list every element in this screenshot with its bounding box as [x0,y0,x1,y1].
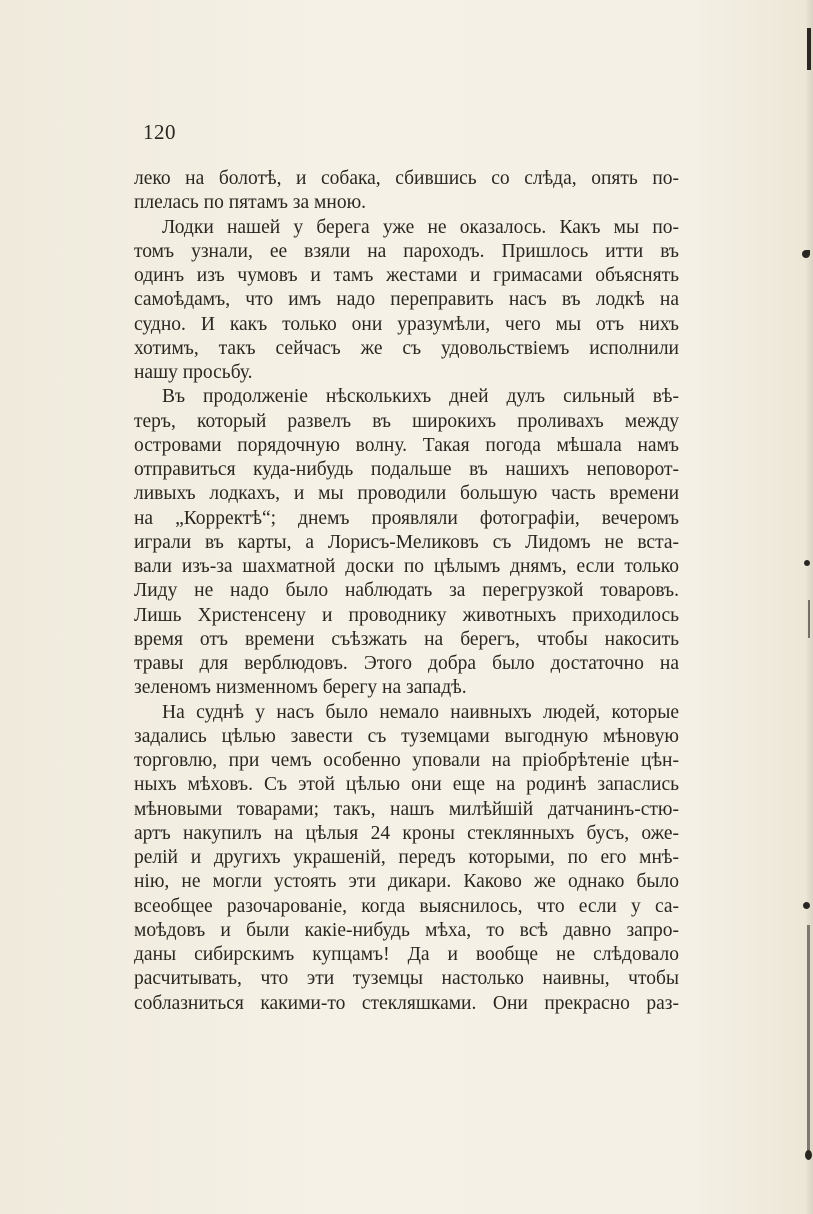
text-line: мѣновыми товарами; такъ, нашъ милѣйшій датчанинъ-стю- [134,798,679,820]
scan-mark [803,902,810,909]
text-line: моѣдовъ и были какіе-нибудь мѣха, то всѣ давно запро- [134,919,679,941]
text-line: судно. И какъ только они уразумѣли, чего мы отъ нихъ [134,313,679,335]
text-line: На суднѣ у насъ было немало наивныхъ людей, которые [162,701,679,723]
text-line: расчитывать, что эти туземцы настолько наивны, чтобы [134,968,679,990]
text-line: Лиду не надо было наблюдать за перегрузкой товаровъ. [134,580,679,602]
scan-mark [807,925,810,1155]
scan-mark [802,250,810,258]
text-line: томъ узнали, ее взяли на пароходъ. Пришлось итти въ [134,240,679,262]
text-line: вали изъ-за шахматной доски по цѣлымъ днямъ, если только [134,556,679,577]
text-line: ливыхъ лодкахъ, и мы проводили большую часть времени [134,483,679,505]
text-line: релій и другихъ украшеній, передъ которыми, по его мнѣ- [134,847,679,868]
text-line: на „Корректѣ“; днемъ проявляли фотографіи, вечеромъ [134,507,679,529]
text-line: соблазниться какими-то стекляшками. Они прекрасно раз- [134,992,679,1014]
text-line: хотимъ, такъ сейчасъ же съ удовольствіемъ исполнили [134,337,679,359]
scan-mark [808,600,810,638]
text-line: задались цѣлью завести съ туземцами выгодную мѣновую [134,725,679,747]
text-line: Лишь Христенсену и проводнику животныхъ приходилось [134,604,679,626]
text-line: зеленомъ низменномъ берегу на западѣ. [134,677,467,699]
body-text [134,167,679,1016]
text-line: плелась по пятамъ за мною. [134,192,367,214]
scan-mark [805,1150,812,1160]
text-line: травы для верблюдовъ. Этого добра было достаточно на [134,653,679,674]
page-number: 120 [143,120,176,144]
text-line: Лодки нашей у берега уже не оказалось. Какъ мы по- [162,216,679,238]
text-line: островами порядочную волну. Такая погода мѣшала намъ [134,434,679,456]
text-line: время отъ времени съѣзжать на берегъ, чтобы накосить [134,628,679,650]
text-line: даны сибирскимъ купцамъ! Да и вообще не слѣдовало [134,944,679,965]
text-line: Въ продолженіе нѣсколькихъ дней дулъ сильный вѣ- [162,386,679,408]
text-line: торговлю, при чемъ особенно уповали на пріобрѣтеніе цѣн- [134,750,679,771]
text-line: играли въ карты, а Лорисъ-Меликовъ съ Лидомъ не вста- [134,531,679,553]
text-line: теръ, который развелъ въ широкихъ проливахъ между [134,410,679,432]
text-line: одинъ изъ чумовъ и тамъ жестами и гримасами объяснять [134,265,679,286]
text-line: всеобщее разочарованіе, когда выяснилось, что если у са- [134,895,679,917]
scan-mark [804,560,810,566]
text-line: нашу просьбу. [134,362,253,383]
scan-mark [807,28,811,70]
text-line: леко на болотѣ, и собака, сбившись со слѣда, опять по- [134,168,679,189]
text-line: нію, не могли устоять эти дикари. Каково же однако было [134,871,679,893]
text-line: самоѣдамъ, что имъ надо переправить насъ въ лодкѣ на [134,289,679,311]
text-line: ныхъ мѣховъ. Съ этой цѣлью они еще на родинѣ запаслись [134,774,679,796]
text-line: отправиться куда-нибудь подальше въ нашихъ неповорот- [134,459,679,480]
text-line: артъ накупилъ на цѣлыя 24 кроны стеклянныхъ бусъ, оже- [134,822,679,844]
